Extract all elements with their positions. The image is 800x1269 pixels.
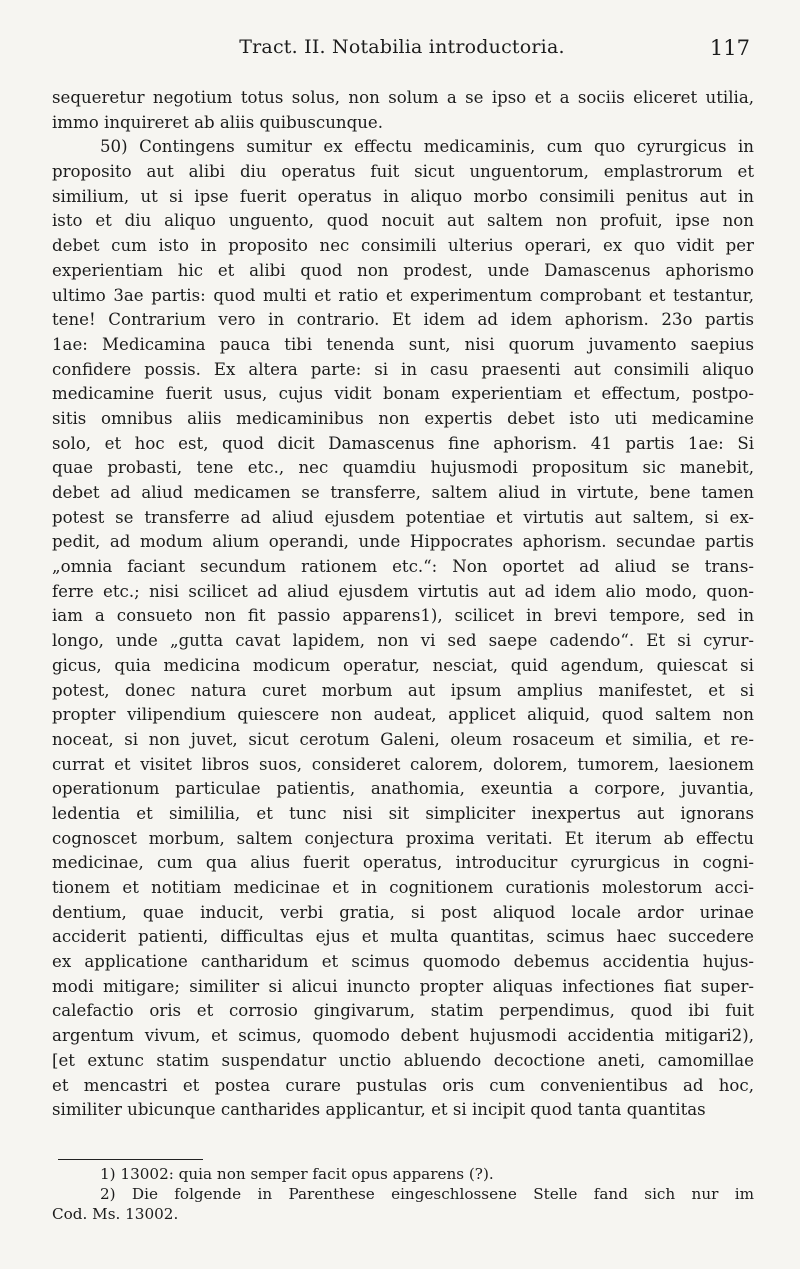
text-line: similium, ut si ipse fuerit operatus in aliquo morbo consimili penitus aut in <box>52 186 754 206</box>
text-line: noceat, si non juvet, sicut cerotum Galeni, oleum rosaceum et similia, et re- <box>52 729 754 749</box>
text-line: ex applicatione cantharidum et scimus quomodo debemus accidentia hujus- <box>52 952 754 972</box>
text-line: debet ad aliud medicamen se transferre, saltem aliud in virtute, bene tamen <box>52 483 754 502</box>
text-line: argentum vivum, et scimus, quomodo debent hujusmodi accidentia mitigari2), <box>52 1026 754 1046</box>
text-line: ultimo 3ae partis: quod multi et ratio et experimentum comprobant et testantur, <box>52 285 754 305</box>
footnote-separator <box>58 1159 203 1160</box>
text-line: solo, et hoc est, quod dicit Damascenus fine aphorism. 41 partis 1ae: Si <box>52 433 754 453</box>
text-line: 1ae: Medicamina pauca tibi tenenda sunt, nisi quorum juvamento saepius <box>52 334 754 354</box>
running-title: Tract. II. Notabilia introductoria. <box>239 36 565 58</box>
text-line: cognoscet morbum, saltem conjectura proxima veritati. Et iterum ab effectu <box>52 828 754 848</box>
text-line: experientiam hic et alibi quod non prodest, unde Damascenus aphorismo <box>52 260 754 280</box>
text-line: confidere possis. Ex altera parte: si in casu praesenti aut consimili aliquo <box>52 359 754 379</box>
text-line: immo inquireret ab aliis quibuscunque. <box>52 112 384 132</box>
running-header <box>52 36 752 66</box>
page-number: 117 <box>709 36 750 60</box>
text-line: longo, unde „gutta cavat lapidem, non vi sed saepe cadendo“. Et si cyrur- <box>52 631 754 651</box>
text-line: proposito aut alibi diu operatus fuit sicut unguentorum, emplastrorum et <box>52 162 754 182</box>
text-line: dentium, quae inducit, verbi gratia, si post aliquod locale ardor urinae <box>52 902 754 922</box>
footnote-line: Cod. Ms. 13002. <box>52 1205 179 1223</box>
text-line: potest se transferre ad aliud ejusdem potentiae et virtutis aut saltem, si ex- <box>52 507 754 527</box>
text-line: gicus, quia medicina modicum operatur, nesciat, quid agendum, quiescat si <box>52 655 754 675</box>
text-line: modi mitigare; similiter si alicui inuncto propter aliquas infectiones fiat super- <box>52 976 754 996</box>
text-line: „omnia faciant secundum rationem etc.“: Non oportet ad aliud se trans- <box>52 557 754 577</box>
footnotes <box>52 1164 754 1224</box>
text-line: propter vilipendium quiescere non audeat, applicet aliquid, quod saltem non <box>52 705 754 725</box>
text-line: iam a consueto non fit passio apparens1), scilicet in brevi tempore, sed in <box>52 606 754 626</box>
text-line: sitis omnibus aliis medicaminibus non expertis debet isto uti medicamine <box>52 408 754 428</box>
text-line: medicamine fuerit usus, cujus vidit bonam experientiam et effectum, postpo- <box>52 384 754 404</box>
text-line: tene! Contrarium vero in contrario. Et idem ad idem aphorism. 23o partis <box>52 310 754 330</box>
text-line: tionem et notitiam medicinae et in cognitionem curationis molestorum acci- <box>52 878 754 897</box>
text-line: operationum particulae patientis, anathomia, exeuntia a corpore, juvantia, <box>52 779 754 799</box>
text-line: ferre etc.; nisi scilicet ad aliud ejusdem virtutis aut ad idem alio modo, quon- <box>52 581 754 601</box>
text-line: pedit, ad modum alium operandi, unde Hippocrates aphorism. secundae partis <box>52 532 754 552</box>
text-line: quae probasti, tene etc., nec quamdiu hujusmodi propositum sic manebit, <box>52 458 754 478</box>
text-line: acciderit patienti, difficultas ejus et multa quantitas, scimus haec succedere <box>52 927 754 947</box>
text-line: sequeretur negotium totus solus, non solum a se ipso et a sociis eliceret utilia, <box>52 88 754 107</box>
footnote-line: 2) Die folgende in Parenthese eingeschlossene Stelle fand sich nur im <box>100 1185 754 1203</box>
text-line: [et extunc statim suspendatur unctio abluendo decoctione aneti, camomillae <box>52 1050 754 1070</box>
text-line: calefactio oris et corrosio gingivarum, statim perpendimus, quod ibi fuit <box>52 1001 754 1021</box>
text-line: medicinae, cum qua alius fuerit operatus, introducitur cyrurgicus in cogni- <box>52 853 754 873</box>
text-line: potest, donec natura curet morbum aut ipsum amplius manifestet, et si <box>52 680 754 700</box>
footnote-line: 1) 13002: quia non semper facit opus apparens (?). <box>100 1165 494 1183</box>
text-line: currat et visitet libros suos, consideret calorem, dolorem, tumorem, laesionem <box>52 754 754 774</box>
text-line: isto et diu aliquo unguento, quod nocuit aut saltem non profuit, ipse non <box>52 211 754 231</box>
text-line: similiter ubicunque cantharides applicantur, et si incipit quod tanta quantitas <box>52 1100 706 1120</box>
text-line: et mencastri et postea curare pustulas oris cum convenientibus ad hoc, <box>52 1075 754 1095</box>
body-text <box>52 86 754 1123</box>
text-line: debet cum isto in proposito nec consimili ulterius operari, ex quo vidit per <box>52 236 754 256</box>
text-line: ledentia et simililia, et tunc nisi sit simpliciter inexpertus aut ignorans <box>52 803 754 823</box>
text-line: 50) Contingens sumitur ex effectu medicaminis, cum quo cyrurgicus in <box>100 137 754 157</box>
